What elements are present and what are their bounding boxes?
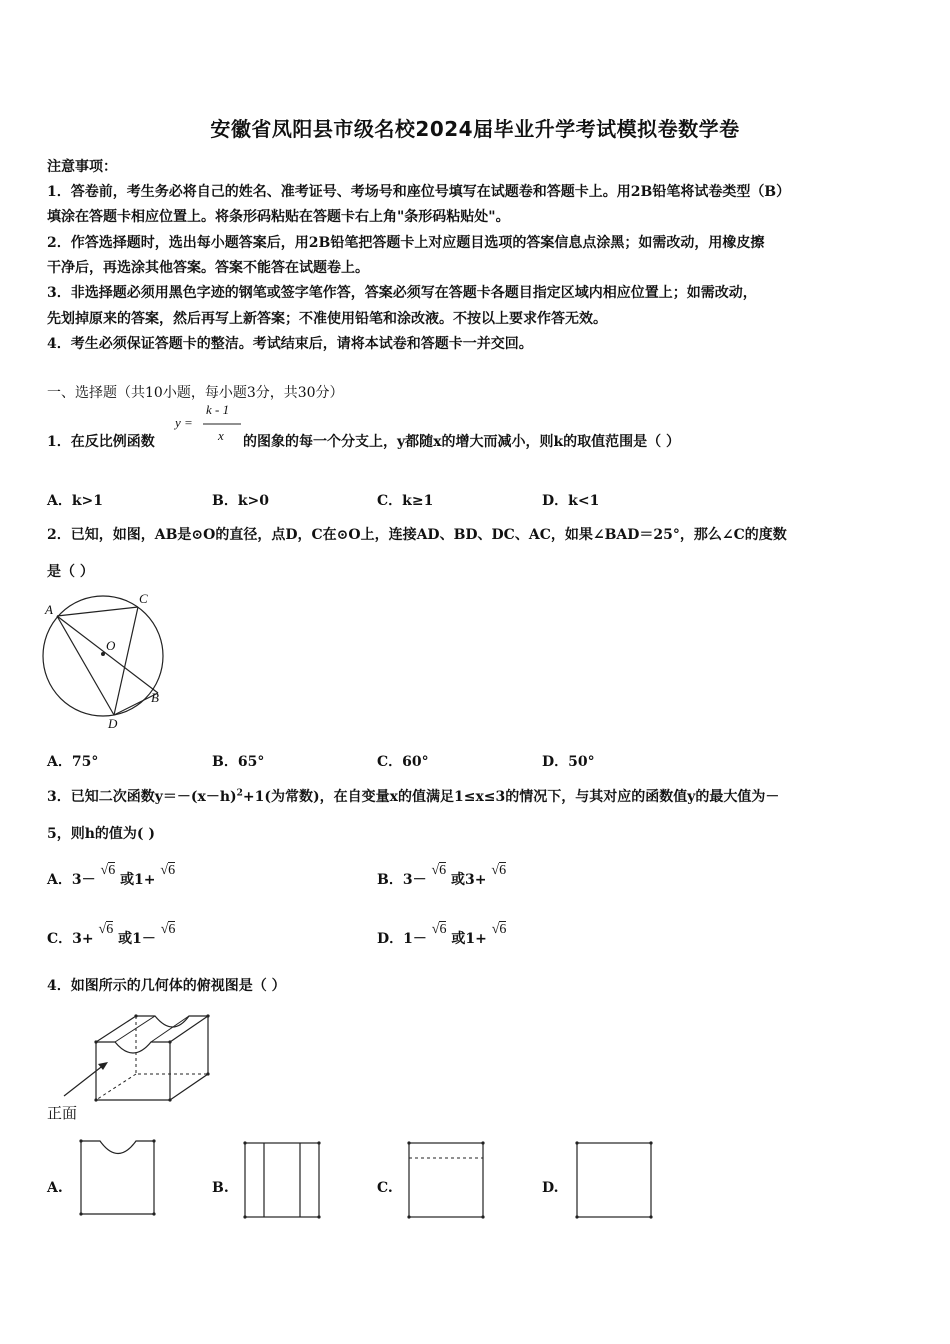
q4-option-b: B. [212, 1180, 229, 1196]
fraction-bar [203, 423, 243, 425]
option-d-figure [574, 1140, 654, 1220]
notice-line: 1．答卷前，考生务必将自己的姓名、准考证号、考场号和座位号填写在试题卷和答题卡上。用2B铅笔将试卷类型（B） [47, 184, 791, 200]
q2-text-line1: 2．已知，如图，AB是⊙O的直径，点D，C在⊙O上，连接AD、BD、DC、AC，如果∠BAD＝25°，那么∠C的度数 [47, 527, 787, 543]
figure-label-d: D [108, 716, 118, 731]
front-label: 正面 [47, 1104, 78, 1122]
q2-option-a: A．75° [47, 754, 99, 770]
q3-option-c: C．3+ √6 或1－ √6 [47, 922, 176, 947]
q1-option-b: B．k>0 [212, 493, 270, 509]
q1-option-a: A．k>1 [47, 493, 104, 509]
notice-line: 2．作答选择题时，选出每小题答案后，用2B铅笔把答题卡上对应题目选项的答案信息点涂黑；如需改动，用橡皮擦 [47, 235, 765, 251]
q3-text-line2: 5，则h的值为( ) [47, 826, 156, 842]
solid-figure [60, 1012, 240, 1112]
notice-heading: 注意事项： [47, 159, 117, 175]
q2-option-b: B．65° [212, 754, 265, 770]
q3-text-line1: 3．已知二次函数$y=-(x-h)^2+1$(为常数)，在自变量x的值满足1≤x≤3的情况下，与其对应的函数值y的最大值为－ [47, 788, 780, 805]
notice-line: 先划掉原来的答案，然后再写上新答案；不准使用铅笔和涂改液。不按以上要求作答无效。 [47, 311, 607, 327]
section-heading: 一、选择题（共10小题，每小题3分，共30分） [47, 385, 344, 401]
notice-line: 填涂在答题卡相应位置上。将条形码粘贴在答题卡右上角"条形码粘贴处"。 [47, 209, 510, 225]
q3-option-b: B．3－ √6 或3+ √6 [377, 863, 507, 888]
q1-suffix: 的图象的每一个分支上，y都随x的增大而减小，则k的取值范围是（ ） [243, 434, 681, 450]
option-a-figure [78, 1138, 158, 1218]
option-c-figure [406, 1140, 486, 1220]
q1-formula-y: y = [175, 415, 193, 430]
option-b-figure [242, 1140, 322, 1220]
page-title: 安徽省凤阳县市级名校2024届毕业升学考试模拟卷数学卷 [210, 117, 740, 141]
figure-label-a: A [45, 602, 53, 617]
q1-option-c: C．k≥1 [377, 493, 434, 509]
q2-option-d: D．50° [542, 754, 595, 770]
circle-figure [40, 594, 170, 734]
q4-text: 4．如图所示的几何体的俯视图是（ ） [47, 978, 286, 994]
q3-option-a: A．3－ √6 或1+ √6 [47, 863, 176, 888]
figure-label-o: O [106, 638, 116, 653]
figure-label-b: B [151, 690, 159, 705]
q1-prefix: 1．在反比例函数 [47, 434, 155, 450]
q2-option-c: C．60° [377, 754, 429, 770]
notice-line: 4．考生必须保证答题卡的整洁。考试结束后，请将本试卷和答题卡一并交回。 [47, 336, 533, 352]
figure-label-c: C [139, 591, 148, 606]
notice-line: 3．非选择题必须用黑色字迹的钢笔或签字笔作答，答案必须写在答题卡各题目指定区域内相应位置上；如需改动， [47, 285, 757, 301]
q4-option-c: C. [377, 1180, 393, 1196]
q2-text-line2: 是（ ） [47, 564, 94, 580]
q4-option-d: D. [542, 1180, 559, 1196]
q1-option-d: D．k<1 [542, 493, 600, 509]
q4-option-a: A. [47, 1180, 63, 1196]
q1-formula-denominator: x [218, 428, 224, 443]
notice-line: 干净后，再选涂其他答案。答案不能答在试题卷上。 [47, 260, 369, 276]
q1-formula-numerator: k - 1 [206, 402, 230, 417]
q3-option-d: D．1－ √6 或1+ √6 [377, 922, 507, 947]
